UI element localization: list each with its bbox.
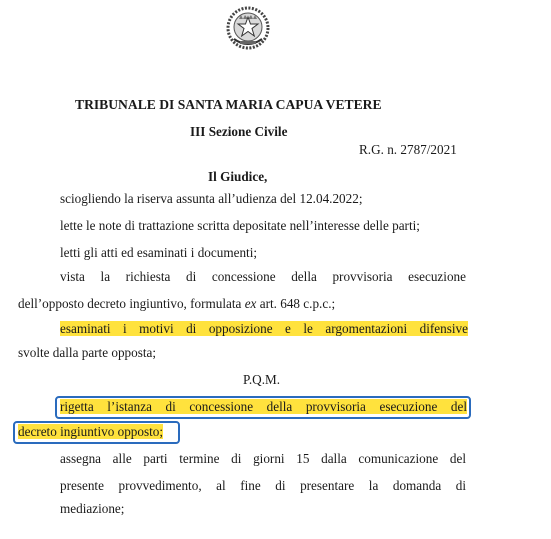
decision-mediation: mediazione; [60,501,125,516]
paragraph-opposition [60,320,468,338]
pqm-heading: P.Q.M. [243,372,281,387]
highlighted-text: rigetta l’istanza di concessione della provvisoria esecuzione del [60,399,467,414]
paragraph-request: vista la richiesta di concessione della provvisoria esecuzione [60,269,466,284]
highlighted-text: decreto ingiuntivo opposto; [18,424,164,439]
paragraph-request-continued [18,295,335,313]
latin-term: ex [244,296,257,311]
paragraph-notes: lette le note di trattazione scritta depositate nell’interesse delle parti; [60,218,420,233]
paragraph-reserve: sciogliendo la riserva assunta all’udienza del 12.04.2022; [60,191,363,206]
paragraph-documents: letti gli atti ed esaminati i documenti; [60,245,258,260]
decision-reject-continued [18,423,163,441]
judge-heading: Il Giudice, [208,169,268,184]
request-text: dell’opposto decreto ingiuntivo, formulata [18,296,242,311]
highlighted-text: esaminati i motivi di opposizione e le argomentazioni difensive [60,321,468,336]
court-name: TRIBUNALE DI SANTA MARIA CAPUA VETERE [75,97,382,112]
decision-reject [60,398,467,416]
italian-republic-emblem-icon [225,5,271,51]
case-number: R.G. n. 2787/2021 [359,142,457,157]
decision-assign-continued: presente provvedimento, al fine di presentare la domanda di [60,478,466,493]
decision-assign: assegna alle parti termine di giorni 15 dalla comunicazione del [60,451,466,466]
paragraph-opposed-party: svolte dalla parte opposta; [18,345,157,360]
article-reference: art. 648 c.p.c.; [259,296,336,311]
section-name: III Sezione Civile [190,124,288,139]
